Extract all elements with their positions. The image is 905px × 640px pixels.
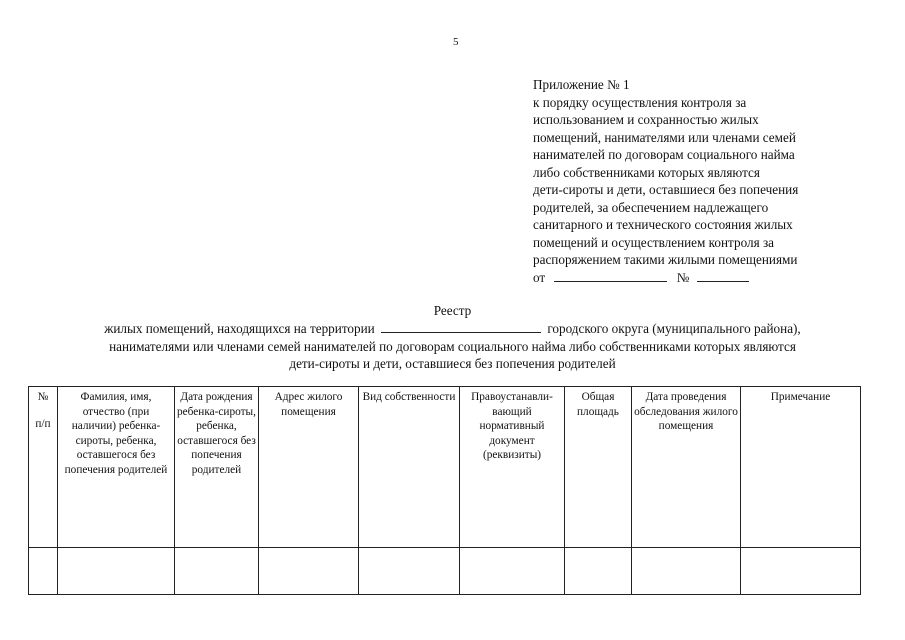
header-cell-ownership-type: Вид собственности (359, 387, 460, 548)
table-cell (632, 548, 741, 595)
appendix-line: дети-сироты и дети, оставшиеся без попечения (533, 182, 799, 197)
appendix-line: помещений, нанимателями или членами семей (533, 129, 796, 145)
table-cell (460, 548, 565, 595)
header-cell-number (29, 387, 58, 548)
appendix-line: нанимателей по договорам социального найма (533, 147, 795, 162)
date-blank (554, 269, 667, 282)
registry-table (28, 386, 861, 595)
registry-subtitle-line3: дети-сироты и дети, оставшиеся без попечения родителей (289, 356, 616, 371)
registry-subtitle-line1 (0, 320, 905, 338)
number-label: № (676, 269, 690, 285)
header-number-abbr: п/п (35, 417, 51, 430)
header-number-symbol: № (37, 391, 49, 403)
header-cell-note: Примечание (741, 387, 861, 548)
appendix-line: родителей, за обеспечением надлежащего (533, 199, 769, 215)
registry-subtitle-line2: нанимателями или членами семей нанимателей по договорам социального найма либо собственниками которых являются (109, 338, 796, 354)
header-cell-full-name: Фамилия, имя, отчество (при наличии) ребенка-сироты, ребенка, оставшегося без попечения родителей (58, 387, 175, 548)
table-cell (741, 548, 861, 595)
header-cell-title-document: Правоустанавли-вающий нормативный документ (реквизиты) (460, 387, 565, 548)
table-cell (565, 548, 632, 595)
header-cell-inspection-date: Дата проведения обследования жилого помещения (632, 387, 741, 548)
table-row (29, 548, 861, 595)
registry-subtitle (0, 320, 905, 373)
table-cell (359, 548, 460, 595)
registry-title: Реестр (433, 303, 472, 318)
appendix-line: санитарного и технического состояния жилых (533, 217, 793, 232)
appendix-line: использованием и сохранностью жилых (533, 112, 759, 127)
territory-suffix: городского округа (муниципального района), (547, 321, 801, 336)
table-cell (175, 548, 259, 595)
territory-prefix: жилых помещений, находящихся на территории (104, 321, 375, 336)
from-label: от (533, 269, 546, 285)
page-number: 5 (453, 36, 459, 48)
table-cell (29, 548, 58, 595)
territory-blank (381, 320, 541, 333)
appendix-date-number-line (533, 269, 853, 287)
table-header-row (29, 387, 861, 548)
number-blank (697, 269, 749, 282)
table-cell (58, 548, 175, 595)
header-cell-total-area: Общая площадь (565, 387, 632, 548)
appendix-heading: Приложение № 1 (533, 77, 630, 92)
appendix-line: к порядку осуществления контроля за (533, 94, 747, 110)
header-cell-address: Адрес жилого помещения (259, 387, 359, 548)
appendix-line: распоряжением такими жилыми помещениями (533, 252, 798, 267)
table-cell (259, 548, 359, 595)
header-cell-birth-date: Дата рождения ребенка-сироты, ребенка, оставшегося без попечения родителей (175, 387, 259, 548)
appendix-line: помещений и осуществлением контроля за (533, 234, 775, 250)
appendix-line: либо собственниками которых являются (533, 164, 760, 180)
appendix-block (533, 76, 853, 286)
